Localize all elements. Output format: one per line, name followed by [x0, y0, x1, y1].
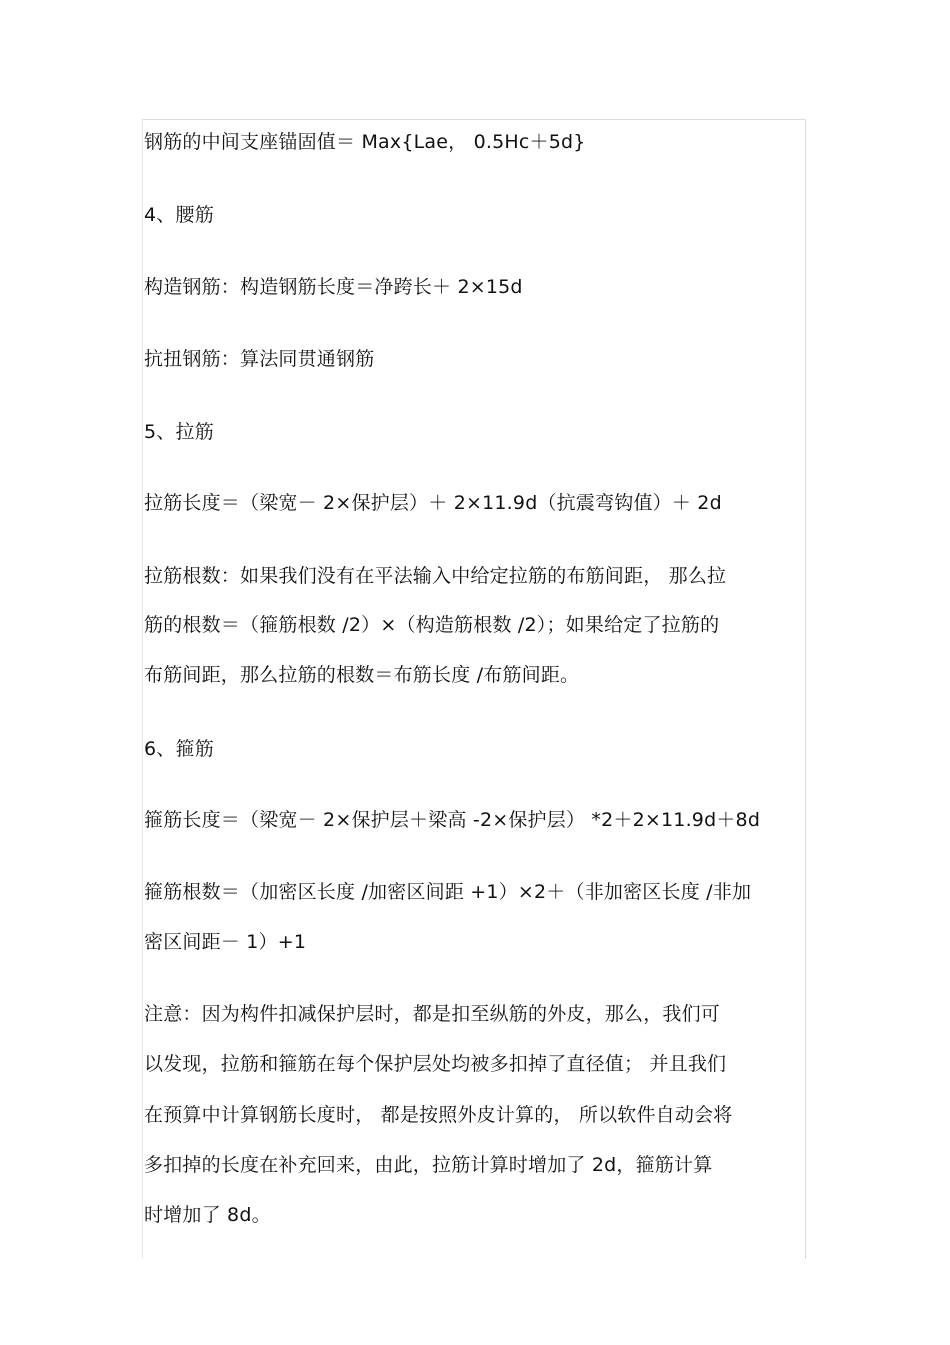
text-line-note-2: 以发现，拉筋和箍筋在每个保护层处均被多扣掉了直径值； 并且我们	[144, 1053, 727, 1075]
text-line-torsion-rebar: 抗扭钢筋：算法同贯通钢筋	[144, 348, 375, 370]
text-line-note-3: 在预算中计算钢筋长度时， 都是按照外皮计算的， 所以软件自动会将	[144, 1104, 733, 1126]
heading-stirrup: 6、箍筋	[144, 738, 214, 760]
text-line-stirrup-count-1: 箍筋根数＝（加密区长度 /加密区间距 +1）×2＋（非加密区长度 /非加	[144, 881, 752, 903]
text-line-tie-count-1: 拉筋根数：如果我们没有在平法输入中给定拉筋的布筋间距， 那么拉	[144, 565, 727, 587]
text-line-stirrup-length: 箍筋长度＝（梁宽－ 2×保护层＋梁高 -2×保护层） *2＋2×11.9d＋8d	[144, 809, 761, 831]
text-line-note-5: 时增加了 8d。	[144, 1204, 271, 1226]
text-line-tie-length: 拉筋长度＝（梁宽－ 2×保护层）＋ 2×11.9d（抗震弯钩值）＋ 2d	[144, 492, 722, 514]
text-line-tie-count-3: 布筋间距，那么拉筋的根数＝布筋长度 /布筋间距。	[144, 664, 580, 686]
heading-waist-rebar: 4、腰筋	[144, 204, 214, 226]
text-line-anchorage: 钢筋的中间支座锚固值＝ Max{Lae， 0.5Hc＋5d}	[144, 131, 586, 153]
text-line-note-1: 注意：因为构件扣减保护层时，都是扣至纵筋的外皮，那么，我们可	[144, 1003, 721, 1025]
heading-tie-bar: 5、拉筋	[144, 421, 214, 443]
text-line-stirrup-count-2: 密区间距－ 1）+1	[144, 931, 307, 953]
text-line-tie-count-2: 筋的根数＝（箍筋根数 /2）×（构造筋根数 /2）；如果给定了拉筋的	[144, 614, 720, 636]
text-line-structural-rebar: 构造钢筋：构造钢筋长度＝净跨长＋ 2×15d	[144, 276, 523, 298]
text-line-note-4: 多扣掉的长度在补充回来，由此，拉筋计算时增加了 2d，箍筋计算	[144, 1154, 713, 1176]
